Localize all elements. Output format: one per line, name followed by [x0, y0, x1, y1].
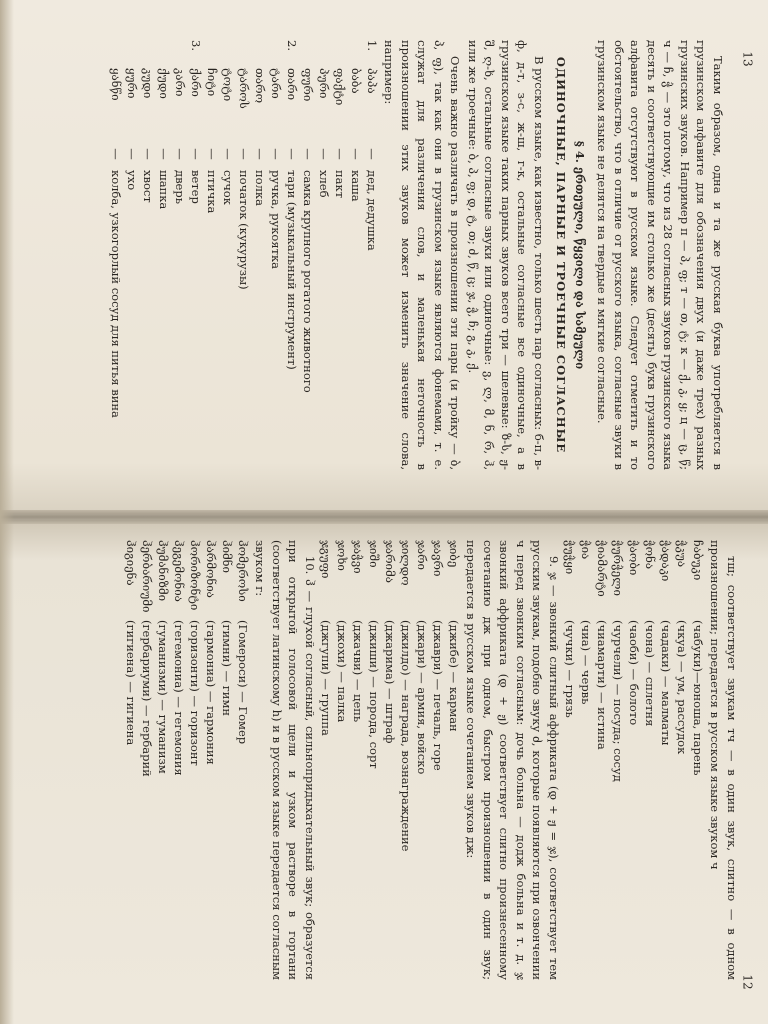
list-item — [236, 40, 252, 470]
list-item — [235, 540, 251, 980]
russian-translation: (Гомероси) — Гомер — [236, 620, 250, 745]
georgian-word: ჭია — [579, 540, 593, 560]
list-item — [318, 540, 334, 980]
page-12-text — [50, 540, 740, 980]
russian-translation: (гигиена) — гигиена — [124, 620, 138, 746]
russian-translation: птичка — [205, 170, 219, 214]
list-item — [348, 40, 364, 470]
georgian-word: ჭკუა — [675, 540, 689, 568]
item-number — [220, 40, 236, 58]
russian-translation: полка — [253, 170, 267, 206]
dash: — — [221, 148, 235, 160]
list-item — [300, 40, 316, 470]
list-item — [203, 540, 219, 980]
dash: — — [109, 148, 123, 160]
list-item — [172, 40, 188, 470]
item-number — [268, 40, 284, 58]
georgian-word: ჰუმანიზმი — [156, 540, 170, 602]
list-item — [382, 540, 398, 980]
dash: — — [349, 148, 363, 160]
georgian-word: ჩიტი — [205, 68, 219, 97]
russian-translation: каша — [349, 170, 363, 202]
list-item — [220, 40, 236, 470]
georgian-word: ჯიბე — [447, 540, 461, 568]
georgian-word: ბაბა — [349, 68, 363, 94]
russian-translation: (джачви) — цепь — [351, 620, 365, 723]
list-item — [562, 540, 578, 980]
item-number — [316, 40, 332, 58]
georgian-word: ჭაობი — [627, 540, 641, 576]
list-item — [155, 540, 171, 980]
georgian-word: ტოტი — [221, 68, 235, 102]
item-number — [252, 40, 268, 58]
russian-translation: (чаоби) — болото — [627, 620, 641, 726]
russian-translation: (чиа) — червь — [579, 620, 593, 705]
dash: — — [285, 148, 299, 160]
russian-translation: пакт — [333, 170, 347, 199]
list-item — [610, 540, 626, 980]
list-item — [187, 540, 203, 980]
russian-translation: (джаври) — печаль, горе — [431, 620, 445, 771]
list-item — [219, 540, 235, 980]
russian-translation: (гуманизми) — гуманизм — [156, 620, 170, 774]
list-item — [398, 540, 414, 980]
georgian-word: თარი — [285, 68, 299, 101]
georgian-word: ტაროს — [237, 68, 251, 109]
russian-translation: (чабуки)—юноша, парень — [691, 620, 705, 776]
item-number: 1. — [365, 40, 379, 51]
georgian-word: ფაქტი — [333, 68, 347, 106]
georgian-word: ტარი — [269, 68, 283, 99]
list-item — [124, 40, 140, 470]
georgian-word: თარო — [253, 68, 267, 104]
russian-translation: (горизонти) — горизонт — [188, 620, 202, 766]
georgian-word: ჯგუფი — [319, 540, 333, 579]
dash: — — [301, 148, 315, 160]
dash: — — [317, 148, 331, 160]
item-number — [108, 40, 124, 58]
page-number-12: 12 — [740, 974, 755, 990]
georgian-word: ჯარი — [415, 540, 429, 570]
paragraph-10: 10. ჰ — глухой согласный, сильнопридыхательный звук; образуется при открытой голосовой щели и узком растворе в гортани (соответствует латинскому h) и в русском языке передается согласным звуком г: — [253, 540, 317, 980]
georgian-word: ჰიგიენა — [124, 540, 138, 586]
georgian-word: ჩაბუკი — [691, 540, 705, 581]
item-number — [140, 40, 156, 58]
list-item — [430, 540, 446, 980]
georgian-word: ჰიმნი — [220, 540, 234, 573]
item-number: 3. — [189, 40, 203, 51]
dash: — — [269, 148, 283, 160]
georgian-word: ჯარიმა — [383, 540, 397, 583]
georgian-word: პური — [317, 68, 331, 99]
georgian-word: ყური — [125, 68, 139, 99]
item-number — [236, 40, 252, 58]
item-number — [124, 40, 140, 58]
list-item — [334, 540, 350, 980]
georgian-word: ჭიამარტი — [595, 540, 609, 597]
list-item — [204, 40, 220, 470]
russian-translation: (джиши) — порода, сорт — [367, 620, 381, 769]
russian-translation: ручка, рукоятка — [269, 170, 283, 269]
list-item — [252, 40, 268, 470]
page-13-text — [86, 40, 726, 470]
list-item — [140, 40, 156, 470]
russian-translation: (гармониа) — гармония — [204, 620, 218, 765]
list-item — [690, 540, 706, 980]
list-item — [364, 40, 380, 470]
russian-translation: самка крупного рогатого животного — [301, 170, 315, 393]
list-item — [139, 540, 155, 980]
dash: — — [253, 148, 267, 160]
item-number — [204, 40, 220, 58]
russian-translation: (чкуа) — ум, рассудок — [675, 620, 689, 755]
dash: — — [141, 148, 155, 160]
item-number — [348, 40, 364, 58]
item-number: 2. — [285, 40, 299, 51]
list-item — [316, 40, 332, 470]
dash: — — [157, 148, 171, 160]
list-item — [332, 40, 348, 470]
georgian-word: პაპა — [365, 68, 379, 94]
georgian-word: ჰორიზონტი — [188, 540, 202, 611]
georgian-word: ჯაჭვი — [351, 540, 365, 574]
list-item — [188, 40, 204, 470]
paragraph-9: 9. ჯ — звонкий слитный аффриката (დ + ჟ = ჯ), соответствует тем русским звукам, подобно звуку ძ, которые появляются при озвончении ч перед звонким согласным: дочь больна — додж больна и т. д. ჯ звонкий аффриката (დ + ჟ) соответствует слитно произнесенному сочетанию дж при одном, быстром произношении в один звук; передается в русском языке сочетанием звуков дж: — [464, 540, 561, 980]
georgian-word: ჯოხი — [335, 540, 349, 571]
list-item — [123, 540, 139, 980]
list-item — [578, 540, 594, 980]
example-list — [108, 40, 380, 470]
russian-translation: хлеб — [317, 170, 331, 198]
paragraph-pairs: В русском языке, как известно, только шесть пар согласных: б-п, в-ф, д-т, з-с, ж-ш, г-к, остальные согласные все одиночные, а в грузинском языке таких парных звуков всего три — шелевые: ზ-ს, ჟ-შ, ღ-ხ, остальные согласные звуки или одиночные: ვ, ლ, მ, ნ, რ, ჰ, или же троечные: ბ, პ, ფ; დ, ტ, თ; ძ, წ, ც; ჯ, ჭ, ჩ; გ, კ, ქ. — [466, 40, 546, 470]
georgian-word: ჰერბარიუმი — [140, 540, 154, 613]
russian-translation: початок (кукурузы) — [237, 170, 251, 290]
georgian-word: ქარი — [189, 68, 203, 97]
list-item — [171, 540, 187, 980]
georgian-word: ჯავრი — [431, 540, 445, 577]
georgian-word: ჰომეროსი — [236, 540, 250, 602]
item-number — [332, 40, 348, 58]
russian-translation: ухо — [125, 170, 139, 191]
georgian-word: ჭადაკი — [659, 540, 673, 582]
russian-translation: колба, узкогорлый сосуд для питья вина — [109, 170, 123, 418]
georgian-word: კუდი — [141, 68, 155, 99]
georgian-word: ჯიში — [367, 540, 381, 568]
list-item — [268, 40, 284, 470]
russian-translation: (гербариуми) — гербарий — [140, 620, 154, 777]
russian-translation: (джгупи) — группа — [319, 620, 333, 736]
russian-translation: (чурчели) — посуда; сосуд — [611, 620, 625, 782]
book-gutter — [0, 510, 768, 524]
page-edge-shadow — [0, 0, 14, 1024]
russian-translation: (чадаки) — малматы — [659, 620, 673, 746]
georgian-word: ჭურჭელი — [611, 540, 625, 596]
page-number-13: 13 — [740, 51, 755, 67]
list-item — [626, 540, 642, 980]
list-item — [108, 40, 124, 470]
georgian-word: ქუდი — [157, 68, 171, 99]
russian-translation: ветер — [189, 170, 203, 204]
russian-translation: сучок — [221, 170, 235, 205]
section-heading-geo: § 4. ერთეული, წყვილი და სამეული — [573, 140, 587, 370]
list-item — [658, 540, 674, 980]
russian-translation: (чона) — сплетня — [643, 620, 657, 727]
georgian-word: ჰარმონია — [204, 540, 218, 598]
list-item — [284, 40, 300, 470]
russian-translation: дверь — [173, 170, 187, 204]
russian-translation: (чучки) — грязь — [563, 620, 577, 718]
georgian-word: კარი — [173, 68, 187, 97]
georgian-word: ყანწი — [109, 68, 123, 101]
item-number — [156, 40, 172, 58]
russian-translation: тари (музыкальный инструмент) — [285, 170, 299, 370]
russian-translation: (чиамарти) — истина — [595, 620, 609, 750]
list-item — [366, 540, 382, 980]
georgian-word: ჰეგემონია — [172, 540, 186, 602]
georgian-word: ფური — [301, 68, 315, 102]
list-item — [414, 540, 430, 980]
russian-translation: хвост — [141, 170, 155, 203]
list-item — [674, 540, 690, 980]
dash: — — [189, 148, 203, 160]
georgian-word: ჭონა — [643, 540, 657, 570]
georgian-word: ჯილდო — [399, 540, 413, 586]
russian-translation: (гегемониа) — гегемония — [172, 620, 186, 776]
list-item — [642, 540, 658, 980]
russian-translation: (гимни) — гимн — [220, 620, 234, 717]
item-number — [172, 40, 188, 58]
list-item — [156, 40, 172, 470]
dash: — — [365, 148, 379, 160]
russian-translation: (джари) — армия, войско — [415, 620, 429, 775]
list-item — [594, 540, 610, 980]
example-list-h — [123, 540, 251, 980]
dash: — — [125, 148, 139, 160]
section-heading: ОДИНОЧНЫЕ, ПАРНЫЕ И ТРОЕЧНЫЕ СОГЛАСНЫЕ — [554, 56, 569, 454]
paragraph-phonemes: Очень важно различать в произношении эти пары (и тройку — ბ, პ, ფ), так как они в грузинском языке являются фонемами, т. е. служат для различения слов, и маленькая неточность в произношении этих звуков может изменить значение слова, например: — [382, 40, 463, 470]
lead-paragraph: тш; соответствует звукам тч — в один звук, слитно — в одном произношении; передается в русском языке звуком ч — [708, 540, 739, 980]
intro-paragraph: Таким образом, одна и та же русская буква употребляется в грузинском алфавите для обозначения двух (и даже трех) разных грузинских звуков. Например п — პ, ფ; т — თ, ტ; к — ქ, კ, ყ; ц — ც, წ; ч — ჩ, ჭ — это потому, что из 28 согласных звуков грузинского языка десять и соответствующие им столько же (десять) букв грузинского алфавита отсутствуют в русском языке. Следует отметить и то обстоятельство, что в отличие от русского языка, согласные звуки в грузинском языке не делятся на твердые и мягкие согласные. — [595, 40, 725, 470]
dash: — — [333, 148, 347, 160]
russian-translation: (джохи) — палка — [335, 620, 349, 723]
list-item — [350, 540, 366, 980]
example-list-dzh — [318, 540, 462, 980]
georgian-word: ჭუჭყი — [563, 540, 577, 575]
russian-translation: (джарима) — штраф — [383, 620, 397, 744]
dash: — — [173, 148, 187, 160]
item-number — [300, 40, 316, 58]
russian-translation: (джибе) — карман — [447, 620, 461, 732]
list-item — [446, 540, 462, 980]
russian-translation: (джилдо) — награда, вознаграждение — [399, 620, 413, 852]
dash: — — [237, 148, 251, 160]
dash: — — [205, 148, 219, 160]
example-list-ch — [562, 540, 706, 980]
russian-translation: шапка — [157, 170, 171, 210]
russian-translation: дед, дедушка — [365, 170, 379, 251]
